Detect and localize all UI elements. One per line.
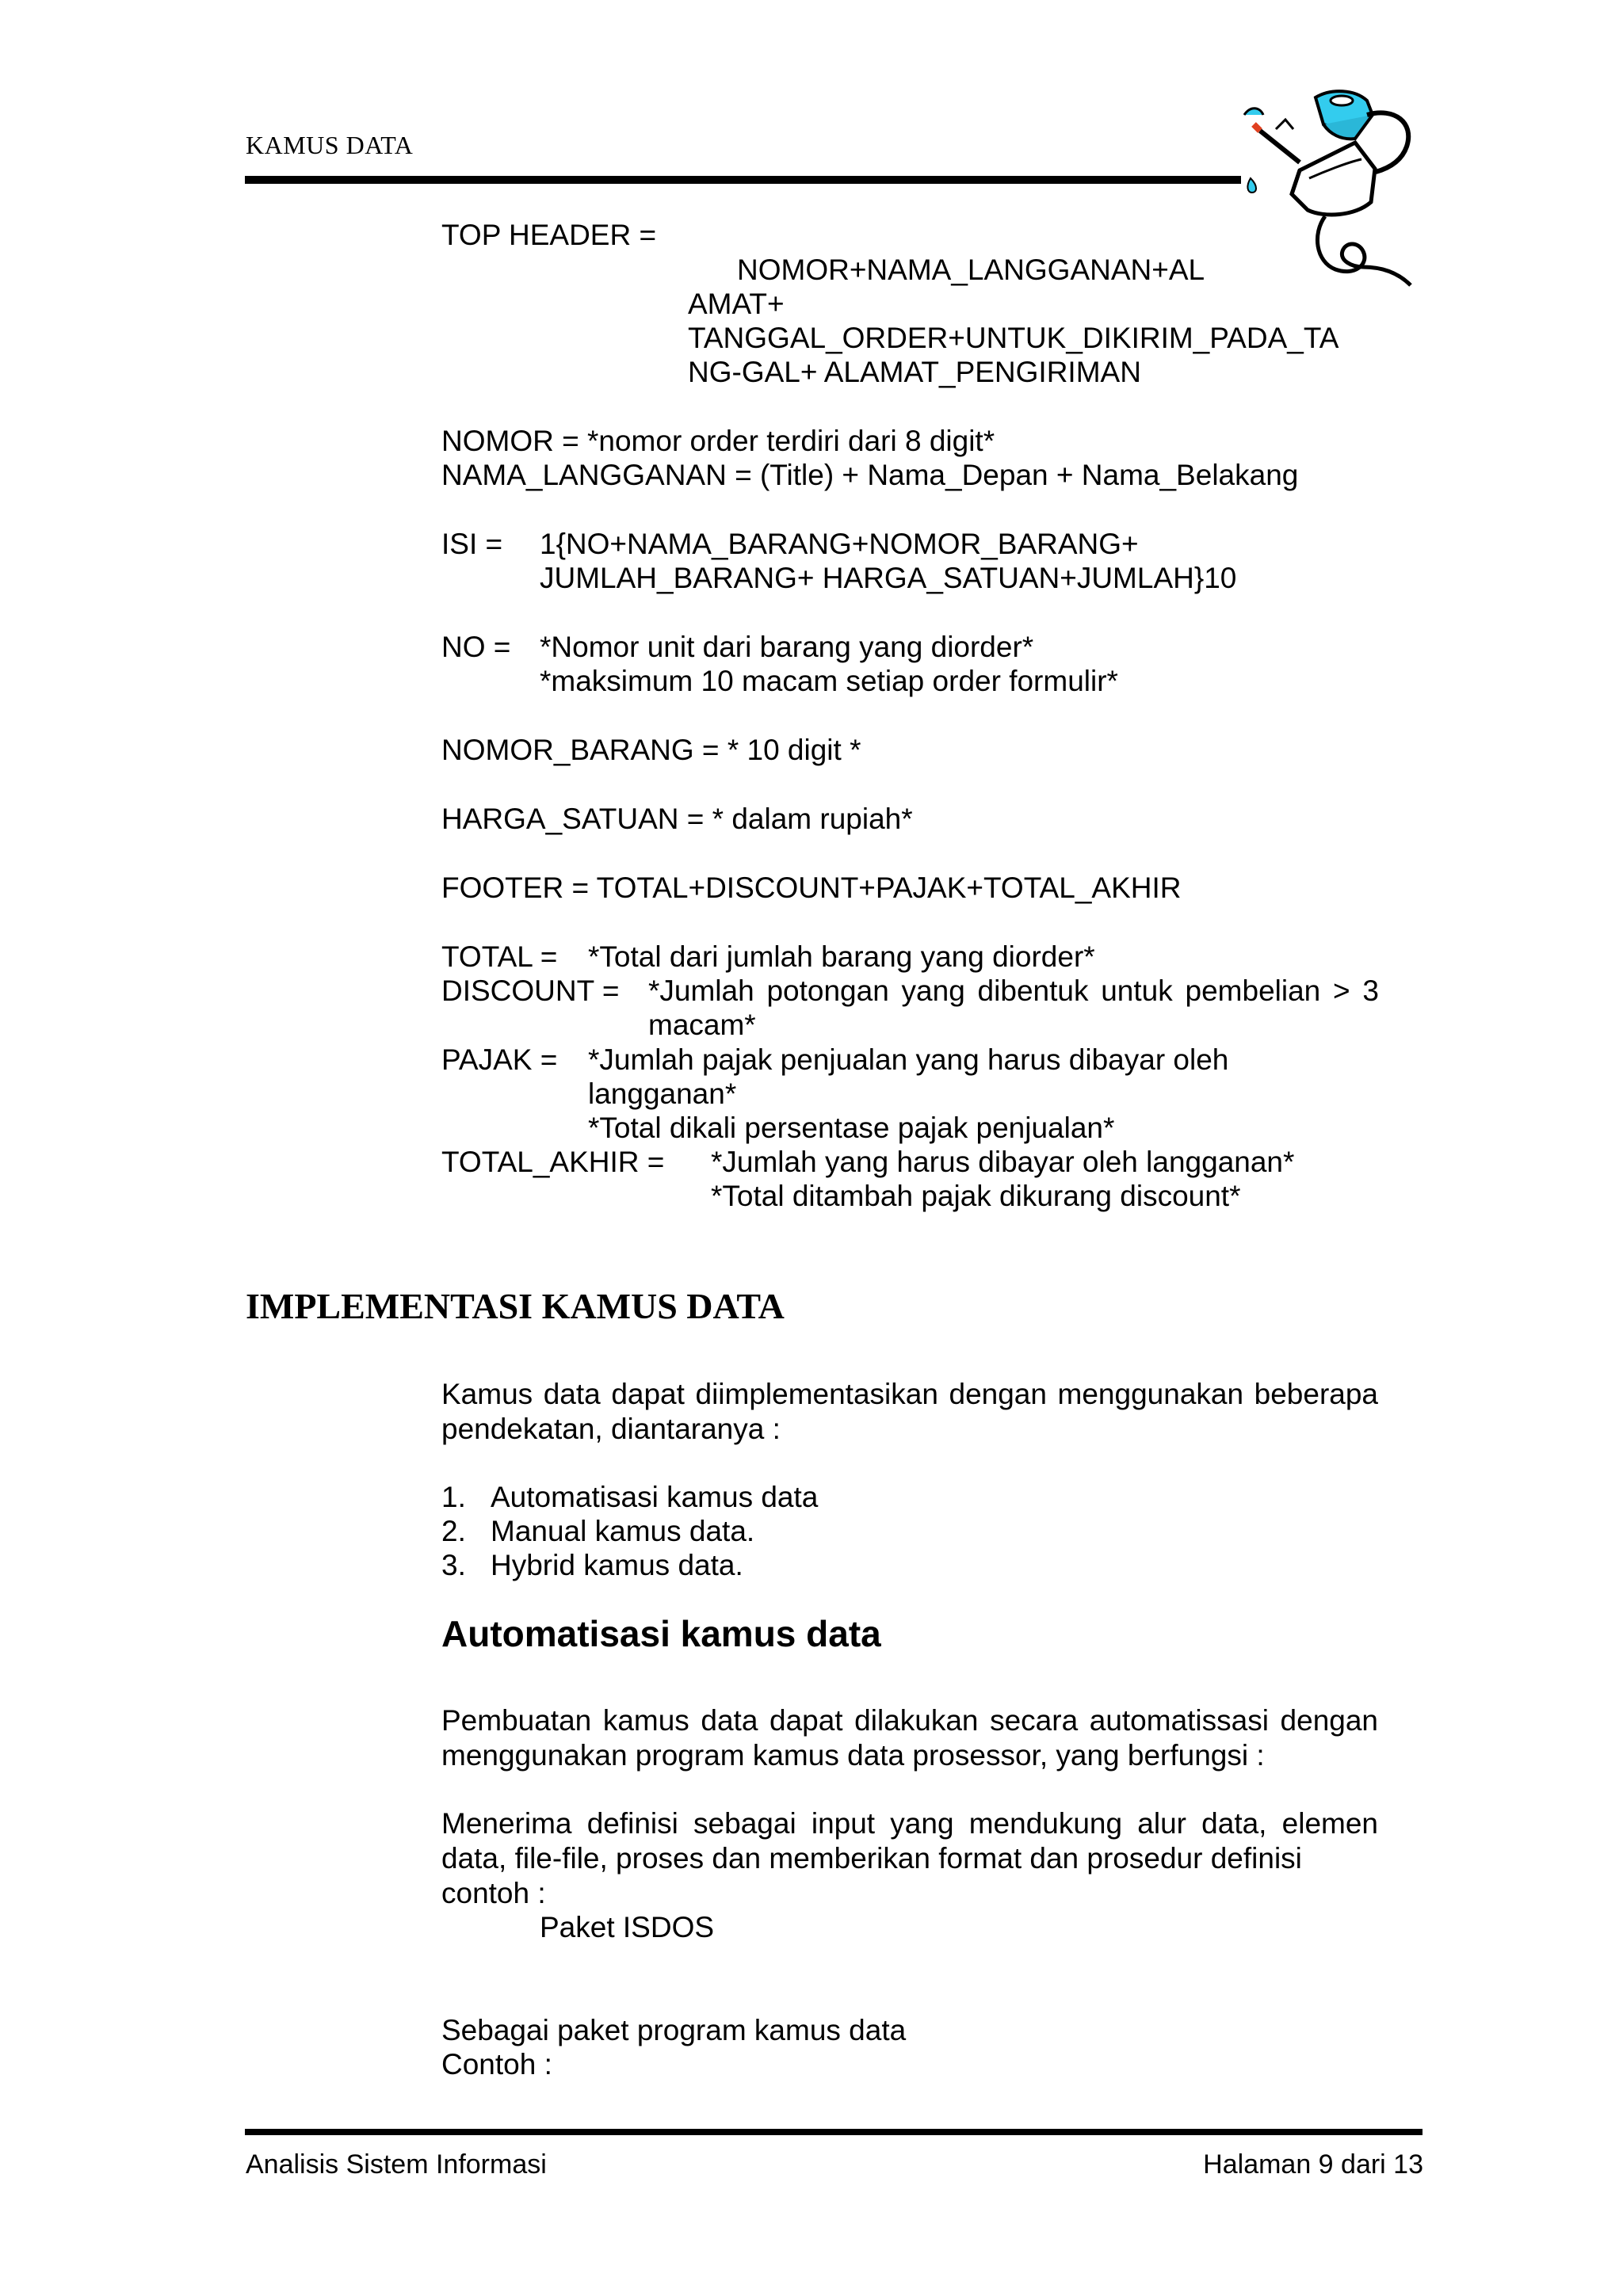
section-intro-paragraph: Kamus data dapat diimplementasikan dengan menggunakan beberapa pendekatan, diantaranya :	[441, 1378, 1378, 1445]
list-item-2-number: 2.	[441, 1515, 466, 1547]
def-nomor-barang: NOMOR_BARANG = * 10 digit *	[441, 734, 861, 766]
list-item-2-text: Manual kamus data.	[491, 1515, 755, 1547]
subsection-heading: Automatisasi kamus data	[441, 1613, 881, 1654]
top-header-label: TOP HEADER =	[441, 219, 657, 251]
def-total-text: *Total dari jumlah barang yang diorder*	[588, 940, 1095, 973]
list-item-3-number: 3.	[441, 1549, 466, 1581]
def-pajak-label: PAJAK =	[441, 1043, 558, 1076]
def-pajak-line-1: *Jumlah pajak penjualan yang harus dibayar oleh	[588, 1043, 1229, 1076]
subsection-paragraph-3: Sebagai paket program kamus data	[441, 2014, 907, 2046]
running-header-title: KAMUS DATA	[246, 131, 414, 159]
list-item-1-number: 1.	[441, 1481, 466, 1513]
contoh-label: contoh :	[441, 1877, 546, 1909]
subsection-paragraph-2: Menerima definisi sebagai input yang mendukung alur data, elemen data, file-file, proses dan memberikan format dan prosedur definisi	[441, 1807, 1378, 1875]
def-discount-label: DISCOUNT =	[441, 974, 620, 1007]
def-total-akhir-line-2: *Total ditambah pajak dikurang discount*	[711, 1180, 1241, 1212]
section-heading: IMPLEMENTASI KAMUS DATA	[246, 1286, 785, 1326]
def-total-akhir-label: TOTAL_AKHIR =	[441, 1146, 665, 1178]
def-total-label: TOTAL =	[441, 940, 558, 973]
def-footer: FOOTER = TOTAL+DISCOUNT+PAJAK+TOTAL_AKHIR	[441, 871, 1182, 904]
faucet-tap-clipart-icon	[1236, 83, 1426, 289]
def-no-label: NO =	[441, 631, 511, 663]
def-nomor: NOMOR = *nomor order terdiri dari 8 digit*	[441, 425, 995, 457]
def-discount-line-2: macam*	[648, 1009, 756, 1041]
def-isi-line-1: 1{NO+NAMA_BARANG+NOMOR_BARANG+	[540, 528, 1139, 560]
def-isi-line-2: JUMLAH_BARANG+ HARGA_SATUAN+JUMLAH}10	[540, 562, 1237, 594]
def-discount-line-1: *Jumlah potongan yang dibentuk untuk pembelian > 3	[648, 974, 1379, 1007]
def-no-line-2: *maksimum 10 macam setiap order formulir*	[540, 665, 1118, 697]
contoh-label-2: Contoh :	[441, 2048, 552, 2081]
def-no-line-1: *Nomor unit dari barang yang diorder*	[540, 631, 1034, 663]
top-header-line-1: NOMOR+NAMA_LANGGANAN+AL	[737, 254, 1205, 286]
top-header-line-2: AMAT+	[688, 288, 785, 320]
def-pajak-line-3: *Total dikali persentase pajak penjualan*	[588, 1112, 1115, 1144]
def-total-akhir-line-1: *Jumlah yang harus dibayar oleh langganan*	[711, 1146, 1295, 1178]
contoh-value: Paket ISDOS	[540, 1911, 715, 1943]
top-header-line-4: NG-GAL+ ALAMAT_PENGIRIMAN	[688, 356, 1141, 388]
footer-page-number: Halaman 9 dari 13	[1203, 2149, 1423, 2180]
def-nama-langganan: NAMA_LANGGANAN = (Title) + Nama_Depan + Nama_Belakang	[441, 459, 1299, 491]
footer-rule	[245, 2129, 1423, 2135]
list-item-1-text: Automatisasi kamus data	[491, 1481, 819, 1513]
header-rule	[245, 176, 1241, 184]
def-pajak-line-2: langganan*	[588, 1077, 737, 1110]
top-header-line-3: TANGGAL_ORDER+UNTUK_DIKIRIM_PADA_TA	[688, 322, 1339, 354]
footer-document-title: Analisis Sistem Informasi	[246, 2149, 547, 2180]
list-item-3-text: Hybrid kamus data.	[491, 1549, 743, 1581]
def-isi-label: ISI =	[441, 528, 503, 560]
subsection-paragraph-1: Pembuatan kamus data dapat dilakukan secara automatissasi dengan menggunakan program kamus data prosessor, yang berfungsi :	[441, 1704, 1378, 1772]
def-harga-satuan: HARGA_SATUAN = * dalam rupiah*	[441, 803, 913, 835]
